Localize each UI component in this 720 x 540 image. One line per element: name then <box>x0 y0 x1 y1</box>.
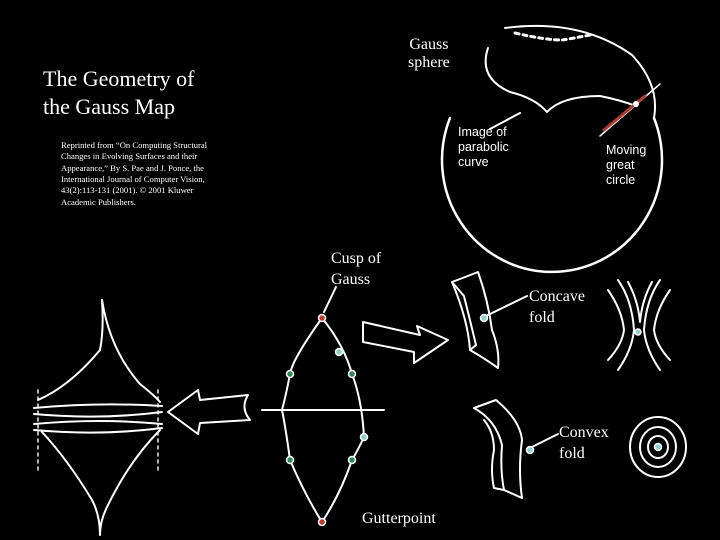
fold-point-upper-left <box>287 371 294 378</box>
convex-contour-center <box>655 444 662 451</box>
cusp-of-gauss-label: Cusp of Gauss <box>331 250 382 288</box>
surface-sketch-top-right <box>102 300 160 402</box>
concave-fold-point <box>481 315 488 322</box>
cusp-pointer-line <box>324 287 336 312</box>
hyperbola-center-point <box>635 329 641 335</box>
convex-fold-pointer <box>530 434 558 448</box>
surface-sketch-fold-lines <box>34 404 162 432</box>
convex-fold-sheet <box>474 400 522 498</box>
gauss-sphere-dashed-rim <box>515 33 590 40</box>
citation-text: Reprinted from “On Computing Structural Changes in Evolving Surfaces and their Appearance,” By S. Pae and J. Ponce, the International Journal of Computer Vision, 43(2):113-131 (2001). © 2001 Kluwer Academic Publishers. <box>61 140 208 207</box>
hyperbola-contour-right <box>644 280 670 370</box>
cusp-point-top <box>319 315 326 322</box>
gauss-sphere-label: Gauss sphere <box>408 36 450 71</box>
fold-point-upper-right <box>349 371 356 378</box>
concave-fold-label: Concave fold <box>529 288 585 326</box>
slide-title: The Geometry of the Gauss Map <box>43 66 195 119</box>
concave-fold-pointer <box>486 296 527 316</box>
fold-point-lower-right <box>349 457 356 464</box>
parabolic-image-label: Image of parabolic curve <box>458 125 509 169</box>
great-circle-point <box>633 101 639 107</box>
parabolic-pointer-line <box>490 113 520 129</box>
surface-sketch-bottom <box>42 430 160 535</box>
cusp-point-bottom <box>319 519 326 526</box>
fold-point-lower-left <box>287 457 294 464</box>
moving-great-circle-label: Moving great circle <box>606 143 647 187</box>
cusp-curve-left <box>282 318 322 522</box>
convex-point-cusp-diagram <box>361 434 368 441</box>
concave-fold-sheet <box>452 272 498 368</box>
concave-point-cusp-diagram <box>336 349 343 356</box>
gutterpoint-label: Gutterpoint <box>362 510 436 527</box>
parabolic-curve-image <box>486 48 636 112</box>
surface-sketch-top-left <box>38 300 103 400</box>
arrow-left-icon <box>168 390 250 434</box>
gauss-sphere-outline <box>442 118 662 272</box>
convex-fold-point <box>527 447 534 454</box>
convex-fold-label: Convex fold <box>559 424 609 462</box>
cusp-curve-right <box>322 318 364 522</box>
hyperbola-contour-left <box>608 280 634 370</box>
arrow-right-icon <box>363 322 448 363</box>
